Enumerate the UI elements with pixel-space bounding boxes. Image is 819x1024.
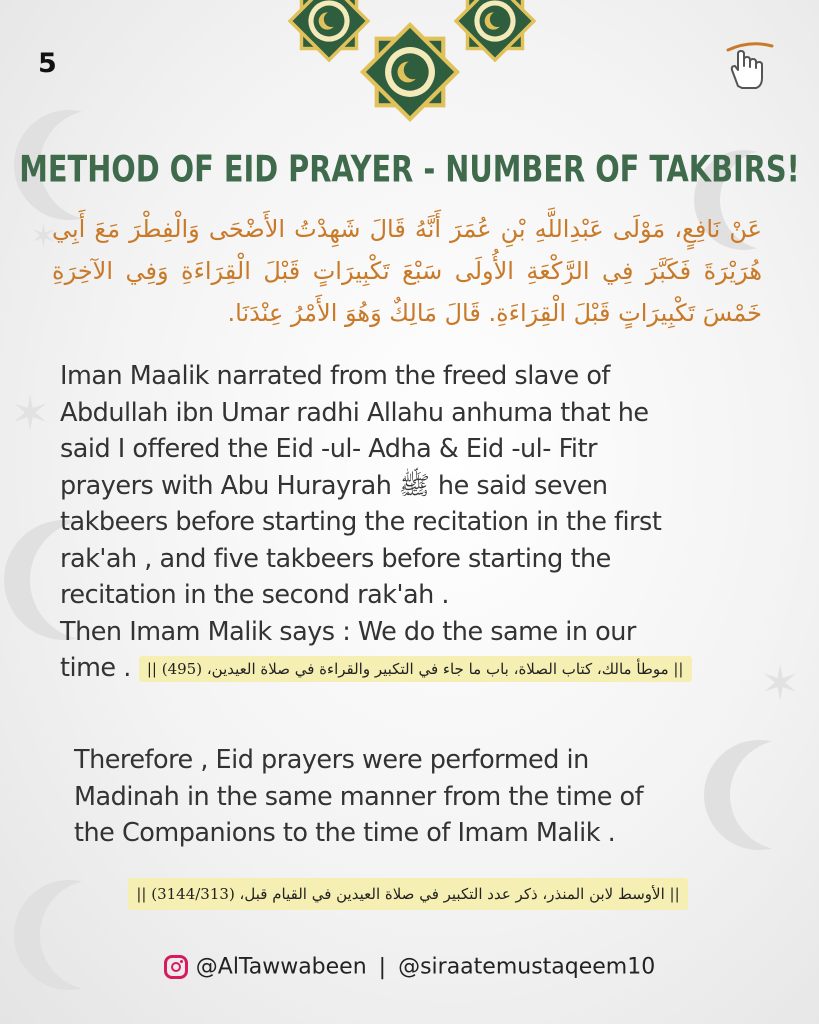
translation-line: Abdullah ibn Umar radhi Allahu anhuma that he (60, 397, 649, 428)
translation-line: time . (60, 653, 131, 683)
translation-line: prayers with Abu Hurayrah ﷺ he said seven (60, 470, 608, 501)
translation-last-line (60, 650, 765, 687)
handle-siraatemustaqeem[interactable]: @siraatemustaqeem10 (398, 954, 656, 980)
eid-star-badge-icon (452, 0, 538, 64)
translation-line: takbeers before starting the recitation in the first (60, 507, 662, 537)
reference-al-awsat: || الأوسط لابن المنذر، ذكر عدد التكبير في صلاة العيدين في القيام قبل، (3144/313) || (128, 878, 688, 910)
english-translation (60, 358, 765, 687)
translation-line: Iman Maalik narrated from the freed slave of (60, 361, 610, 391)
translation-line: recitation in the second rak'ah . (60, 580, 450, 610)
reference-muwatta: || موطأ مالك، كتاب الصلاة، باب ما جاء في التكبير والقراءة في صلاة العيدين، (495) || (139, 656, 692, 682)
summary-paragraph (74, 742, 764, 852)
background-star: ✶ (760, 656, 801, 712)
footer-separator: | (378, 954, 387, 980)
instagram-icon (164, 955, 188, 979)
background-star: ✶ (10, 386, 51, 442)
hand-pointer-icon (722, 40, 778, 92)
handle-altawwabeen[interactable]: @AlTawwabeen (195, 954, 367, 980)
background-star: ✶ (30, 217, 57, 255)
summary-line: Madinah in the same manner from the time of (74, 781, 644, 812)
translation-line: rak'ah , and five takbeers before starting the (60, 543, 611, 574)
translation-line: said I offered the Eid -ul- Adha & Eid -ul- Fitr (60, 434, 597, 464)
page-title: METHOD OF EID PRAYER - NUMBER OF TAKBIRS! (19, 147, 800, 191)
eid-star-badge-icon (358, 20, 462, 124)
arabic-hadith-text: عَنْ نَافِعٍ، مَوْلَى عَبْدِاللَّهِ بْنِ عُمَرَ أَنَّهُ قَالَ شَهِدْتُ الأَضْحَى وَالْفِطْرَ مَعَ أَبِي هُرَيْرَةَ فَكَبَّرَ فِي الرَّكْعَةِ الأُولَى سَبْعَ تَكْبِيرَاتٍ قَبْلَ الْقِرَاءَةِ وَفِي الآخِرَةِ خَمْسَ تَكْبِيرَاتٍ قَبْلَ الْقِرَاءَةِ. قَالَ مَالِكٌ وَهُوَ الأَمْرُ عِنْدَنَا. (52, 215, 762, 327)
summary-line: the Companions to the time of Imam Malik . (74, 818, 616, 848)
footer (0, 954, 819, 980)
translation-line: Then Imam Malik says : We do the same in our (60, 616, 636, 647)
page-number: 5 (38, 48, 57, 79)
summary-line: Therefore , Eid prayers were performed in (74, 745, 589, 775)
